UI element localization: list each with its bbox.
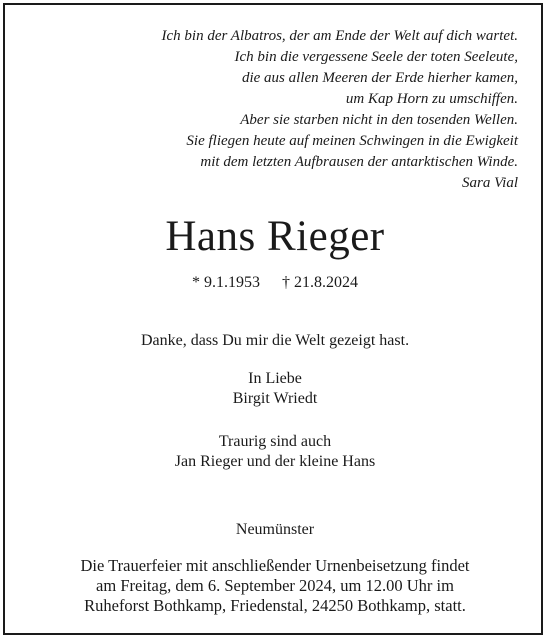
death-date: † 21.8.2024 — [282, 274, 358, 291]
love-line: In Liebe — [248, 370, 302, 387]
poem — [162, 26, 519, 173]
poem-author: Sara Vial — [462, 175, 518, 191]
service-line: am Freitag, dem 6. September 2024, um 12.00 Uhr im — [96, 576, 454, 595]
poem-line: die aus allen Meeren der Erde hierher kamen, — [241, 70, 518, 86]
poem-line: Ich bin der Albatros, der am Ende der Welt auf dich wartet. — [161, 28, 518, 44]
poem-line: um Kap Horn zu umschiffen. — [345, 91, 518, 107]
service-line: Die Trauerfeier mit anschließender Urnenbeisetzung findet — [80, 556, 470, 575]
mourners — [0, 432, 550, 472]
deceased-name: Hans Rieger — [165, 213, 385, 260]
mourners-line: Jan Rieger und der kleine Hans — [174, 453, 376, 470]
service-info — [0, 556, 550, 616]
poem-line: mit dem letzten Aufbrausen der antarktischen Winde. — [200, 154, 518, 170]
love-signature — [0, 369, 550, 409]
city-line: Neumünster — [235, 521, 315, 538]
thanks-line: Danke, dass Du mir die Welt gezeigt hast. — [140, 332, 410, 349]
service-line: Ruheforst Bothkamp, Friedenstal, 24250 Bothkamp, statt. — [84, 596, 466, 615]
poem-line: Ich bin die vergessene Seele der toten Seeleute, — [234, 49, 518, 65]
poem-line: Aber sie starben nicht in den tosenden Wellen. — [240, 112, 518, 128]
poem-line: Sie fliegen heute auf meinen Schwingen in die Ewigkeit — [186, 133, 518, 149]
love-line: Birgit Wriedt — [232, 390, 318, 407]
mourners-line: Traurig sind auch — [218, 433, 332, 450]
city — [0, 520, 550, 540]
thanks-text — [0, 331, 550, 351]
birth-date: * 9.1.1953 — [192, 274, 260, 291]
life-dates — [0, 272, 550, 294]
